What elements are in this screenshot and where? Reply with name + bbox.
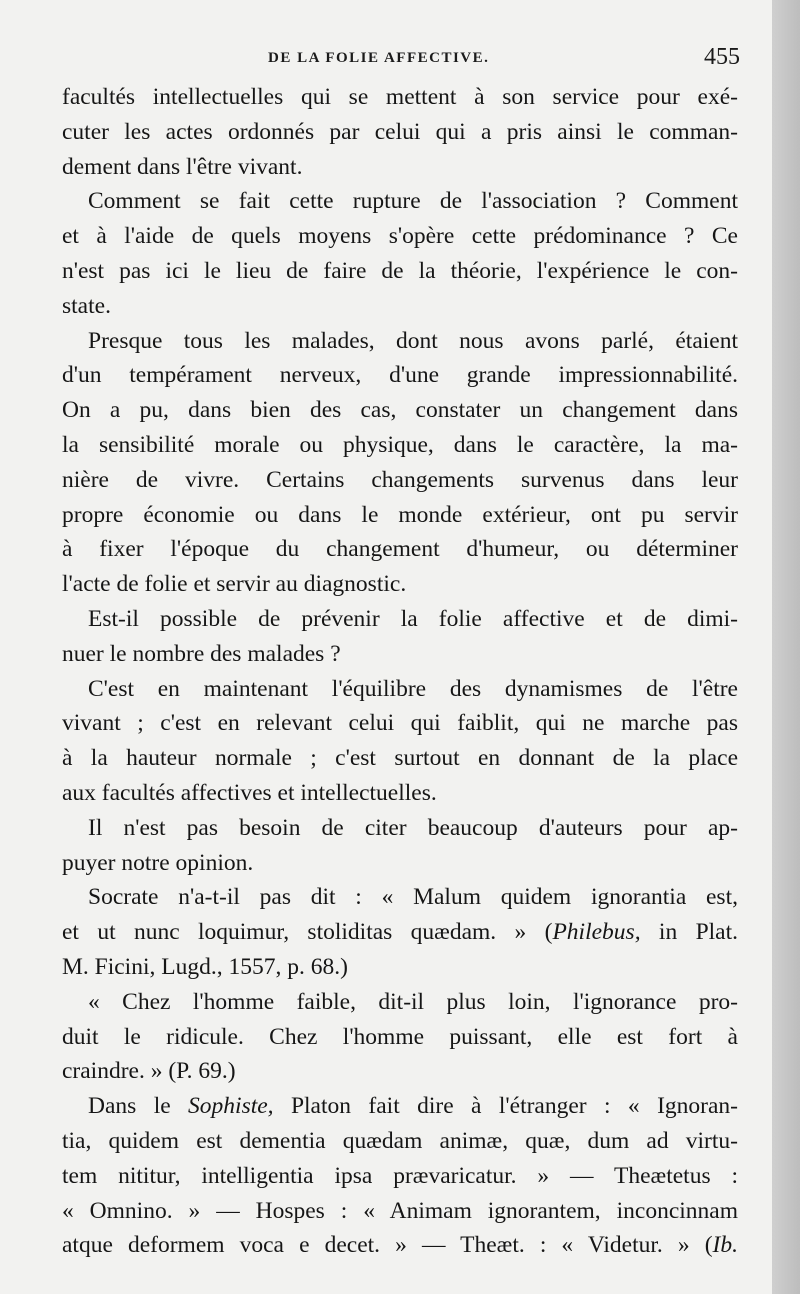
running-head	[58, 46, 740, 76]
text-line: aux facultés affectives et intellectuelles.	[62, 779, 437, 806]
text-line: « Chez l'homme faible, dit-il plus loin, l'ignorance pro-	[88, 988, 738, 1015]
text-line: tem nititur, intelligentia ipsa prævaricatur. » — Theætetus :	[62, 1162, 738, 1189]
text-line: d'un tempérament nerveux, d'une grande impressionnabilité.	[62, 362, 738, 389]
text-line: et à l'aide de quels moyens s'opère cette prédominance ? Ce	[62, 223, 738, 250]
text-line: Il n'est pas besoin de citer beaucoup d'auteurs pour ap-	[88, 814, 738, 841]
text-line: On a pu, dans bien des cas, constater un changement dans	[62, 397, 738, 424]
page-number: 455	[704, 44, 740, 70]
text-line: Est-il possible de prévenir la folie affective et de dimi-	[88, 605, 738, 632]
running-title: DE LA FOLIE AFFECTIVE.	[268, 50, 490, 66]
text-line: propre économie ou dans le monde extérieur, ont pu servir	[62, 501, 738, 528]
italic-title: Philebus,	[552, 919, 641, 946]
text-line: l'acte de folie et servir au diagnostic.	[62, 571, 407, 598]
text-line: la sensibilité morale ou physique, dans le caractère, la ma-	[62, 431, 738, 458]
text-line: M. Ficini, Lugd., 1557, p. 68.)	[62, 953, 348, 980]
page-edge	[772, 0, 800, 1294]
italic-title: Sophiste,	[188, 1093, 274, 1120]
text-line: duit le ridicule. Chez l'homme puissant, elle est fort à	[62, 1023, 738, 1050]
text-line: puyer notre opinion.	[62, 849, 254, 876]
text-line: facultés intellectuelles qui se mettent à son service pour exé-	[62, 84, 738, 110]
text-line: Socrate n'a-t-il pas dit : « Malum quidem ignorantia est,	[88, 884, 738, 911]
text-segment: et ut nunc loquimur, stoliditas quædam. » (	[62, 919, 553, 946]
text-segment: atque deformem voca e decet. » — Theæt. : « Videtur. » (	[62, 1232, 713, 1259]
text-line: Presque tous les malades, dont nous avons parlé, étaient	[88, 327, 738, 354]
text-line: à la hauteur normale ; c'est surtout en donnant de la place	[62, 745, 738, 772]
text-line: state.	[62, 292, 111, 319]
text-line: à fixer l'époque du changement d'humeur, ou déterminer	[62, 536, 738, 563]
text-line: tia, quidem est dementia quædam animæ, quæ, dum ad virtu-	[62, 1127, 738, 1154]
text-line: vivant ; c'est en relevant celui qui faiblit, qui ne marche pas	[62, 710, 738, 737]
text-line: Comment se fait cette rupture de l'association ? Comment	[88, 188, 738, 215]
text-line: nière de vivre. Certains changements survenus dans leur	[62, 466, 738, 493]
text-line	[62, 915, 738, 950]
italic-title: Ib.	[712, 1232, 738, 1259]
text-line: C'est en maintenant l'équilibre des dynamismes de l'être	[88, 675, 738, 702]
text-line	[62, 1089, 738, 1124]
text-line	[62, 1228, 738, 1263]
text-line: nuer le nombre des malades ?	[62, 640, 341, 667]
text-segment: Platon fait dire à l'étranger : « Ignoran-	[273, 1093, 738, 1120]
body-text	[62, 80, 738, 1263]
text-segment: in Plat.	[640, 919, 738, 946]
text-segment: Dans le	[88, 1093, 189, 1120]
text-line: « Omnino. » — Hospes : « Animam ignorantem, inconcinnam	[62, 1197, 738, 1224]
text-line: cuter les actes ordonnés par celui qui a pris ainsi le comman-	[62, 118, 738, 145]
text-line: n'est pas ici le lieu de faire de la théorie, l'expérience le con-	[62, 257, 738, 284]
text-line: dement dans l'être vivant.	[62, 153, 303, 180]
text-line: craindre. » (P. 69.)	[62, 1058, 236, 1085]
